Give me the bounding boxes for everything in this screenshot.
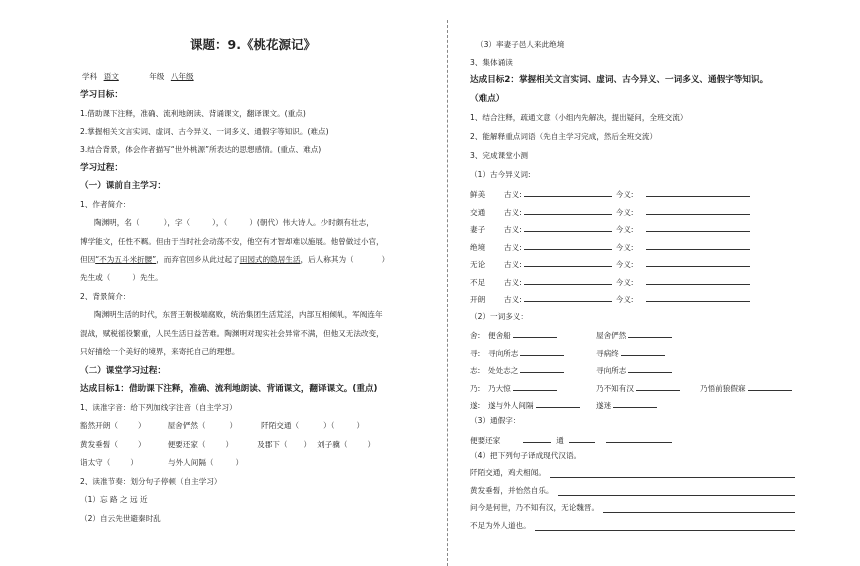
duoyi-example: [488, 364, 596, 376]
answer-blank[interactable]: [646, 293, 750, 302]
jin-label: 今义:: [615, 242, 634, 252]
jin-label: 今义:: [615, 190, 634, 199]
duoyi-char: 乃:: [470, 383, 481, 393]
subject-value: 语文: [103, 72, 119, 81]
duoyi-example: [488, 329, 596, 341]
duoyi-phrase: 乃大惊: [488, 383, 511, 393]
translate-sentence: 阡陌交通，鸡犬相闻。: [470, 468, 546, 477]
author-text: 陶渊明，名（: [94, 218, 140, 227]
phonetic-row-2: 黄发垂髫（ ） 便要还家（ ） 及郡下（ ） 刘子骥（ ）: [80, 440, 376, 449]
answer-blank[interactable]: [524, 293, 612, 302]
duoyi-row: [470, 347, 700, 359]
duoyi-row: [470, 382, 804, 394]
duoyi-example: [596, 364, 700, 376]
translate-sentence: 问今是何世，乃不知有汉，无论魏晋。: [470, 503, 600, 512]
gujin-word: 鲜美: [470, 190, 486, 199]
translate-sentence: 不足为外人道也。: [470, 520, 531, 530]
target-2-note: （难点）: [470, 94, 505, 104]
jin-label: 今义:: [615, 277, 634, 287]
goal-1: 1.借助课下注释，准确、流利地朗读、背诵课文，翻译课文。(重点): [80, 109, 306, 118]
answer-blank[interactable]: [636, 382, 680, 391]
jin-label: 今义:: [615, 207, 634, 217]
class-process-heading: （二）课堂学习过程：: [80, 366, 166, 376]
translate-row: [470, 468, 795, 478]
gujin-row: [470, 223, 750, 235]
gujin-row: [470, 276, 750, 288]
background-line-2: 混战，赋税徭役繁重，人民生活日益苦难。陶渊明对现实社会异常不满，但他又无法改变，: [80, 329, 384, 338]
answer-blank[interactable]: [536, 399, 580, 408]
phonetic-row-1: 豁然开朗（ ） 屋舍俨然（ ） 阡陌交通（ ）（ ）: [80, 421, 365, 430]
answer-blank[interactable]: [646, 188, 750, 197]
gu-label: 古义:: [504, 225, 522, 234]
answer-blank[interactable]: [606, 434, 672, 443]
translate-heading: （4）把下列句子译成现代汉语。: [470, 451, 582, 460]
duoyi-phrase: 寻病终: [596, 348, 619, 358]
duoyi-example: [488, 382, 596, 394]
duoyi-example: [700, 382, 804, 394]
answer-blank[interactable]: [524, 258, 612, 267]
duoyi-row: [470, 329, 700, 341]
tongjia-phrase: 便要还家: [470, 436, 501, 445]
recite-step: 3、集体诵读: [470, 58, 513, 67]
gu-label: 古义:: [504, 190, 522, 199]
grade-label: 年级: [149, 72, 165, 81]
answer-blank[interactable]: [558, 487, 795, 496]
phonetic-row-3: 诣太守（ ） 与外人间隔（ ）: [80, 458, 244, 467]
phonetic-item: 阡陌交通（: [261, 421, 300, 430]
translate-row: [470, 503, 795, 513]
duoyi-example: [488, 399, 596, 411]
goal-2: 2.掌握相关文言实词、虚词、古今异义、一词多义、通假字等知识。(难点): [80, 127, 329, 136]
background-line-1: 陶渊明生活的时代，东晋王朝极端腐败，统治集团生活荒淫，内部互相倾轧，军阀连年: [94, 310, 383, 319]
author-line-2: 博学能文，任性不羁。但由于当时社会动荡不安，他空有才智却难以施展。他曾做过小官，: [80, 237, 384, 246]
quote-text: “不为五斗米折腰”: [95, 255, 157, 264]
step-1: 1、结合注释，疏通文意（小组内先解决，提出疑问，全班交流）: [470, 113, 688, 122]
background-heading: 2、背景简介：: [80, 292, 131, 301]
answer-blank[interactable]: [524, 206, 612, 215]
gu-label: 古义:: [504, 295, 522, 304]
answer-blank[interactable]: [646, 206, 750, 215]
answer-blank[interactable]: [524, 188, 612, 197]
pause-heading: 2、读准节奏：划分句子停顿（自主学习）: [80, 477, 222, 486]
pause-item-2: （2）自云先世避秦时乱: [80, 514, 161, 523]
duoyi-phrase: 寻向所志: [488, 348, 519, 358]
duoyi-char: 寻:: [470, 348, 481, 358]
phonetic-item: 诣太守（: [80, 458, 111, 467]
gujin-row: [470, 241, 750, 253]
answer-blank[interactable]: [550, 469, 795, 478]
author-text: ）: [381, 255, 390, 264]
gujin-word: 不足: [470, 277, 486, 287]
target-1-heading: 达成目标1：借助课下注释，准确、流利地朗读、背诵课文，翻译课文。(重点): [80, 384, 378, 394]
goal-3: 3.结合背景，体会作者描写“世外桃源”所表达的思想感情。(重点、难点): [80, 145, 322, 154]
author-text: ，而弃官回乡从此过起了: [156, 255, 240, 264]
author-text: 但因: [80, 255, 96, 264]
step-2: 2、能解释重点词语（先自主学习完成，然后全班交流）: [470, 132, 658, 141]
underlined-phrase: 田园式的隐居生活: [239, 255, 301, 264]
duoyi-phrase: 处处志之: [488, 366, 519, 375]
author-line-1: [94, 218, 374, 228]
answer-blank[interactable]: [646, 276, 750, 285]
duoyi-phrase: 寻向所志: [596, 366, 627, 375]
gu-label: 古义:: [504, 277, 522, 287]
answer-blank[interactable]: [628, 364, 672, 373]
author-text: ）先生。: [132, 273, 163, 282]
author-text: ），（: [212, 218, 228, 227]
author-text: ，后人称其为（: [300, 255, 354, 264]
gujin-row: [470, 206, 750, 218]
answer-blank[interactable]: [646, 241, 750, 250]
pause-item-3: （3）率妻子邑人来此绝境: [476, 40, 565, 49]
gujin-word: 开朗: [470, 295, 486, 304]
jin-label: 今义:: [615, 225, 634, 234]
answer-blank[interactable]: [524, 223, 612, 232]
gujin-word: 妻子: [470, 225, 486, 234]
jin-label: 今义:: [615, 295, 634, 304]
gujin-heading: （1）古今异义词:: [470, 170, 531, 179]
gujin-row: [470, 293, 750, 305]
duoyi-char: 遂:: [470, 401, 481, 410]
gu-label: 古义:: [504, 260, 522, 269]
pre-study-heading: （一）课前自主学习：: [80, 181, 166, 191]
author-text: 先生或（: [80, 273, 111, 282]
answer-blank[interactable]: [603, 504, 795, 513]
author-text: ）(朝代）伟大诗人。少时颇有壮志，: [249, 218, 374, 227]
gu-label: 古义:: [504, 207, 522, 217]
tongjia-heading: （3）通假字：: [470, 416, 521, 425]
phonetic-item: 刘子骥（: [317, 440, 348, 449]
gujin-row: [470, 258, 750, 270]
duoyi-example: [596, 399, 700, 411]
answer-blank[interactable]: [513, 382, 557, 391]
answer-blank[interactable]: [613, 399, 657, 408]
tongjia-item: [470, 434, 672, 446]
author-line-3: [80, 255, 389, 265]
answer-blank[interactable]: [621, 347, 665, 356]
lesson-title: 课题：9.《桃花源记》: [190, 37, 316, 52]
duoyi-phrase: 便舍船: [488, 331, 511, 340]
subject-grade-line: [82, 72, 216, 82]
answer-blank[interactable]: [513, 329, 557, 338]
gujin-word: 无论: [470, 260, 486, 269]
gu-label: 古义:: [504, 242, 522, 252]
author-text: ），字（: [163, 218, 191, 227]
phonetic-item: 屋舍俨然（: [167, 421, 206, 430]
phonetic-heading: 1、读准字音：给下列加线字注音（自主学习）: [80, 403, 237, 412]
duoyi-example: [596, 329, 700, 341]
gujin-word: 绝境: [470, 242, 486, 252]
answer-blank[interactable]: [524, 276, 612, 285]
answer-blank[interactable]: [569, 434, 595, 443]
grade-value: 八年级: [170, 72, 194, 81]
phonetic-item: 与外人间隔（: [167, 458, 214, 467]
duoyi-char: 志:: [470, 366, 481, 375]
duoyi-heading: （2）一词多义：: [470, 312, 528, 321]
answer-blank[interactable]: [748, 382, 792, 391]
phonetic-item: 便要还家（: [167, 440, 206, 449]
answer-blank[interactable]: [535, 522, 795, 531]
duoyi-phrase: 屋舍俨然: [596, 331, 627, 340]
process-heading: 学习过程：: [80, 163, 123, 173]
column-divider: [447, 20, 448, 566]
answer-blank[interactable]: [523, 434, 551, 443]
phonetic-item: 及郡下（: [257, 440, 288, 449]
duoyi-example: [596, 382, 700, 394]
duoyi-phrase: 遂迷: [596, 401, 612, 410]
duoyi-example: [596, 347, 700, 359]
target-2-heading: 达成目标2：掌握相关文言实词、虚词、古今异义、一词多义、通假字等知识。: [470, 75, 769, 85]
gujin-word: 交通: [470, 207, 486, 217]
author-heading: 1、作者简介：: [80, 200, 131, 209]
duoyi-phrase: 乃悟前狼假寐: [700, 383, 746, 393]
jin-label: 今义:: [615, 260, 634, 269]
subject-label: 学科: [82, 72, 98, 81]
answer-blank[interactable]: [646, 223, 750, 232]
translate-sentence: 黄发垂髫，并怡然自乐。: [470, 485, 554, 495]
duoyi-phrase: 乃不知有汉: [596, 383, 634, 393]
goals-heading: 学习目标：: [80, 90, 123, 100]
background-line-3: 只好描绘一个美好的境界，来寄托自己的理想。: [80, 347, 240, 356]
duoyi-row: [470, 399, 700, 411]
gujin-row: [470, 188, 750, 200]
duoyi-char: 舍:: [470, 331, 481, 340]
answer-blank[interactable]: [520, 347, 564, 356]
pause-item-1: （1）忘 路 之 远 近: [80, 495, 148, 504]
phonetic-item: 豁然开朗（: [80, 421, 118, 430]
translate-row: [470, 486, 795, 496]
translate-row: [470, 521, 795, 531]
step-3: 3、完成课堂小测: [470, 151, 528, 160]
answer-blank[interactable]: [524, 241, 612, 250]
tongjia-tong: 通: [556, 436, 564, 445]
answer-blank[interactable]: [520, 364, 564, 373]
duoyi-example: [488, 347, 596, 359]
phonetic-item: 黄发垂髫（: [80, 440, 118, 449]
answer-blank[interactable]: [646, 258, 750, 267]
answer-blank[interactable]: [628, 329, 672, 338]
duoyi-phrase: 遂与外人间隔: [488, 401, 534, 410]
author-line-4: [80, 273, 163, 283]
duoyi-row: [470, 364, 700, 376]
